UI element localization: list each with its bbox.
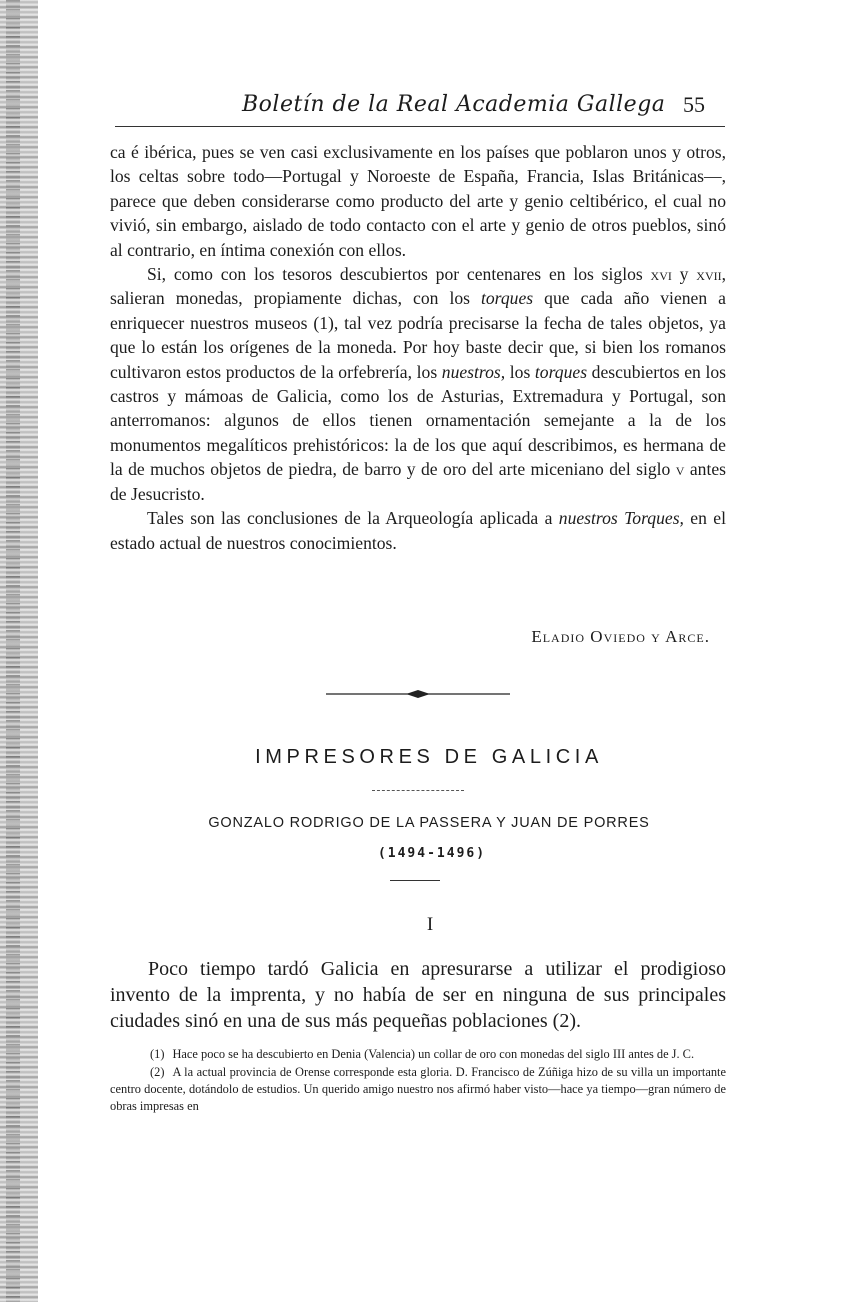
footnote-mark: (2) (150, 1065, 165, 1079)
text-run: , salieran monedas, propiamente dichas, con los (110, 264, 727, 309)
text-run: torques (481, 288, 534, 309)
short-rule (390, 880, 440, 881)
running-header (115, 92, 725, 127)
article-body (110, 140, 726, 555)
text-run: y (671, 264, 697, 285)
chapter-numeral: I (426, 914, 434, 935)
ornament-divider (326, 688, 510, 700)
text-run: Si, como con los tesoros descubiertos por centenares en los siglos (147, 264, 651, 285)
text-run: descubiertos en los castros y mámoas de Galicia, como los de Asturias, Extremadura y Portugal, son anterromanos: algunos de ellos tienen ornamentación semejante a la de los monumentos megalíticos prehistóricos: la de los que aquí describimos, es hermana de la de muchos objetos de piedra, de barro y de oro del arte miceniano del siglo (110, 361, 726, 480)
text-run: torques (534, 361, 588, 382)
text-run: nuestros Torques, (558, 508, 684, 529)
footnote-2 (110, 1064, 726, 1115)
author-signature: Eladio Oviedo y Arce. (531, 627, 710, 646)
text-run: ca é ibérica, pues se ven casi exclusivamente en los países que poblaron unos y otros, los celtas sobre todo—Portugal y Noroeste de España, Francia, Islas Británicas—, parece que deben considerarse como producto del arte y genio celtibérico, el cual no vivió, sin embargo, aislado de todo contacto con el arte y genio de otros pueblos, sinó al contrario, en íntima conexión con ellos. (110, 142, 726, 260)
footnote-text: Hace poco se ha descubierto en Denia (Valencia) un collar de oro con monedas del siglo III antes de J. C. (172, 1047, 695, 1061)
text-run: Tales son las conclusiones de la Arqueología aplicada a (147, 508, 559, 529)
journal-title: Boletín de la Real Academia Gallega (242, 92, 666, 117)
section-dates: (1494-1496) (377, 846, 487, 861)
text-run: v (675, 459, 685, 480)
text-run: xvi (650, 264, 672, 285)
paragraph-2 (110, 262, 726, 506)
text-run: antes de Jesucristo. (110, 459, 726, 504)
paragraph-3 (110, 506, 726, 555)
paragraph-1 (110, 140, 726, 262)
footnote-1 (110, 1046, 726, 1063)
section-subtitle: GONZALO RODRIGO DE LA PASSERA Y JUAN DE PORRES (208, 815, 650, 831)
text-run: en el estado actual de nuestros conocimientos. (110, 508, 726, 553)
text-run: que cada año vienen a enriquecer nuestros museos (1), tal vez podría precisarse la fecha de tales objetos, ya que lo están los orígenes de la moneda. Por hoy baste decir que, si bien los romanos cultivaron estos productos de la orfebrería, los (110, 288, 726, 382)
book-binding-edge (0, 0, 38, 1302)
section-title: IMPRESORES DE GALICIA (255, 746, 603, 768)
footnote-mark: (1) (150, 1047, 165, 1061)
dash-divider (372, 790, 464, 793)
section-paragraph: Poco tiempo tardó Galicia en apresurarse a utilizar el prodigioso invento de la imprenta, y no había de ser en ninguna de sus principales ciudades sinó en una de sus más pequeñas poblaciones (2). (110, 958, 726, 1032)
text-run: xvii (696, 264, 722, 285)
page-number: 55 (683, 92, 705, 117)
text-run: nuestros, (441, 361, 506, 382)
footnotes (110, 1046, 726, 1116)
section-body (110, 956, 726, 1034)
footnote-text: A la actual provincia de Orense corresponde esta gloria. D. Francisco de Zúñiga hizo de su villa un importante centro docente, dotándolo de estudios. Un querido amigo nuestro nos afirmó haber visto—hace ya tiempo—gran número de obras impresas en (110, 1065, 726, 1113)
text-run: los (505, 361, 535, 382)
